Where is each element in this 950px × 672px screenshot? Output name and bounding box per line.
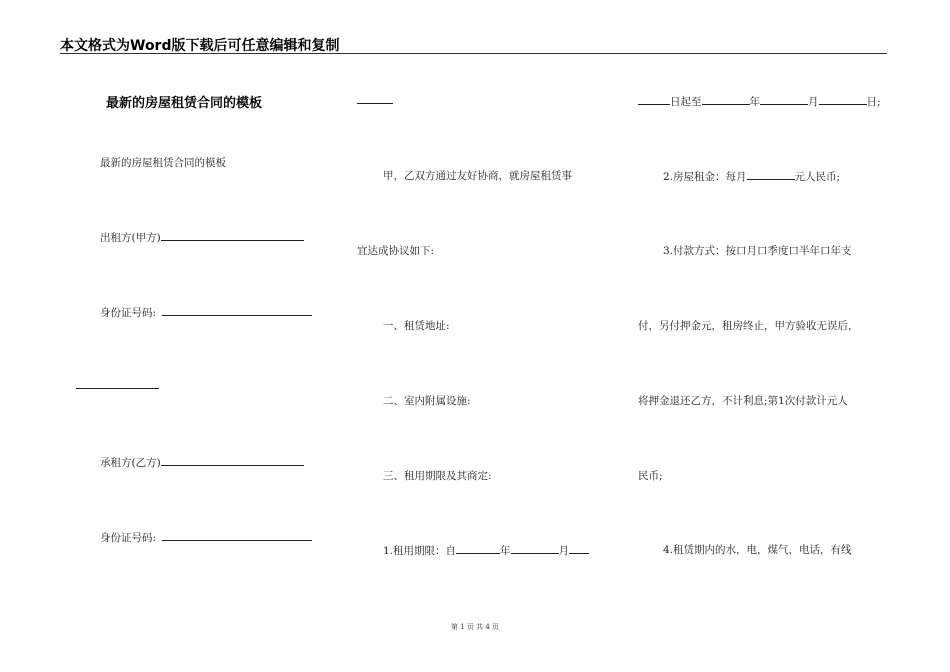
rent-suffix: 元人民币; xyxy=(794,171,841,183)
end-day-blank xyxy=(638,93,670,105)
lessor-line xyxy=(100,229,304,245)
lessee-line xyxy=(100,454,304,470)
id-blank-2 xyxy=(162,529,312,541)
term-label: 1.租用期限：自 xyxy=(383,545,457,557)
end-month-unit: 月 xyxy=(808,96,819,108)
term-year-blank xyxy=(456,542,500,554)
page-footer: 第 1 页 共 4 页 xyxy=(450,623,500,631)
term-month-unit: 月 xyxy=(558,545,570,557)
utilities-line: 4.租赁期内的水，电，煤气，电话，有线 xyxy=(663,544,852,556)
end-day-blank-2 xyxy=(819,93,867,105)
ri-qi-zhi: 日起至 xyxy=(670,96,702,108)
top-blank xyxy=(357,103,393,104)
end-date-line xyxy=(638,93,881,109)
end-year-unit: 年 xyxy=(749,96,760,108)
document-title: 最新的房屋租赁合同的模板 xyxy=(106,96,263,111)
id-blank-1 xyxy=(162,304,312,316)
payment-line-2: 付，另付押金元，租房终止，甲方验收无误后， xyxy=(638,320,859,332)
document-header: 本文格式为Word版下载后可任意编辑和复制 xyxy=(60,38,340,54)
intro-line-2: 宜达成协议如下: xyxy=(357,245,435,257)
rent-line xyxy=(663,168,840,184)
payment-line-3: 将押金退还乙方，不计利息;第1次付款计元人 xyxy=(638,395,848,407)
term-month-blank xyxy=(511,542,559,554)
id-label-1: 身份证号码: xyxy=(100,307,157,319)
lessor-label: 出租方(甲方) xyxy=(100,232,161,244)
section-3: 三、租用期限及其商定: xyxy=(383,470,492,482)
term-line xyxy=(383,542,589,558)
id-line-2 xyxy=(100,529,312,545)
payment-line-4: 民币; xyxy=(638,470,663,482)
lessor-blank xyxy=(161,229,304,241)
rent-blank xyxy=(747,168,795,180)
term-year-unit: 年 xyxy=(500,545,511,557)
lessee-label: 承租方(乙方) xyxy=(100,457,161,469)
section-2: 二、室内附属设施: xyxy=(383,395,471,407)
header-rule xyxy=(60,53,887,54)
intro-line-1: 甲，乙双方通过友好协商，就房屋租赁事 xyxy=(383,170,572,182)
section-1: 一、租赁地址: xyxy=(383,320,450,332)
subtitle: 最新的房屋租赁合同的模板 xyxy=(100,157,226,169)
term-day-blank xyxy=(569,542,589,554)
end-month-blank xyxy=(760,93,808,105)
continuation-blank xyxy=(76,388,159,389)
payment-line-1: 3.付款方式：按口月口季度口半年口年支 xyxy=(663,245,852,257)
id-label-2: 身份证号码: xyxy=(100,532,157,544)
rent-prefix: 2.房屋租金：每月 xyxy=(663,171,747,183)
end-day-unit: 日; xyxy=(866,96,881,108)
lessee-blank xyxy=(161,454,304,466)
end-year-blank xyxy=(702,93,750,105)
id-line-1 xyxy=(100,304,312,320)
